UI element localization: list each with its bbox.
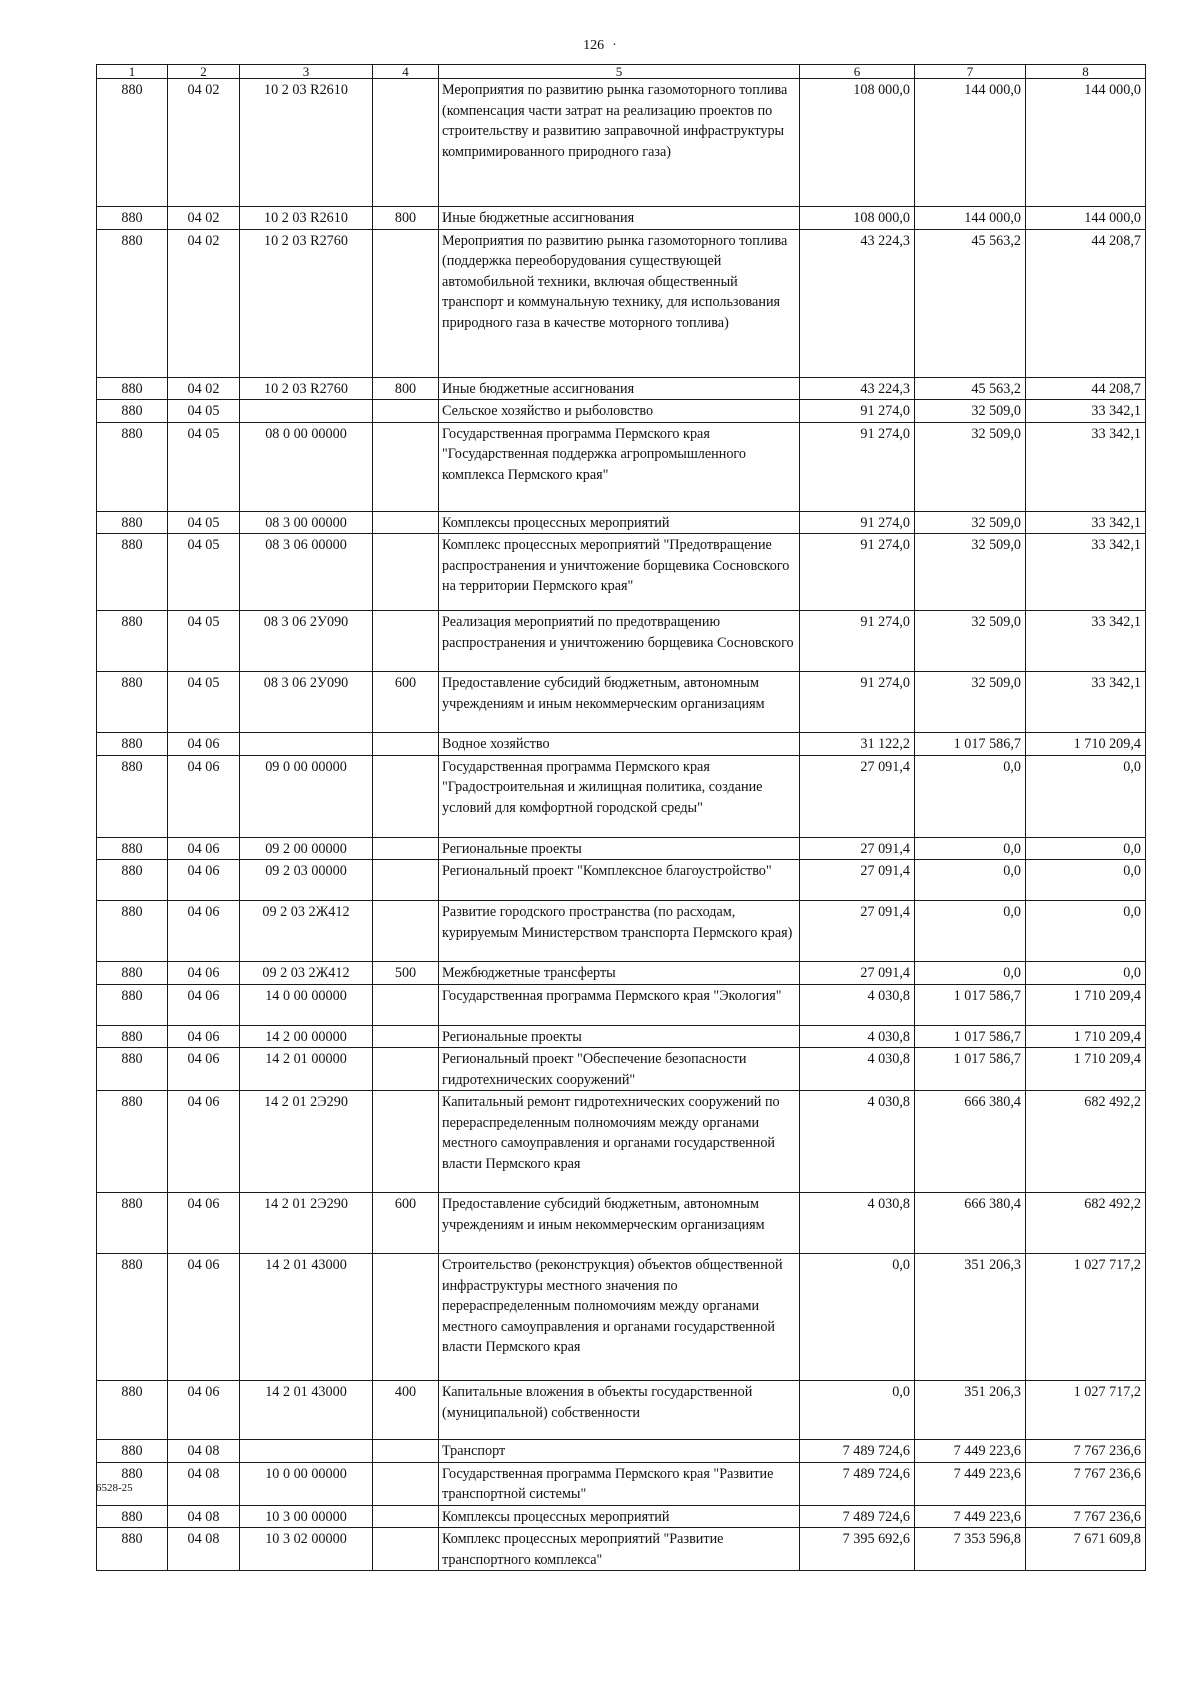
cell-c3: 09 2 03 2Ж412	[240, 901, 373, 962]
cell-c2: 04 06	[168, 1193, 240, 1254]
cell-v8: 1 027 717,2	[1026, 1254, 1146, 1381]
cell-v7: 0,0	[915, 901, 1026, 962]
table-row	[97, 511, 1146, 534]
cell-v8: 144 000,0	[1026, 79, 1146, 207]
cell-desc: Комплекс процессных мероприятий "Предотвращение распространения и уничтожение борщевика Сосновского на территории Пермского края"	[439, 534, 800, 611]
table-row	[97, 1462, 1146, 1505]
cell-desc: Государственная программа Пермского края "Государственная поддержка агропромышленного комплекса Пермского края"	[439, 422, 800, 511]
cell-desc: Государственная программа Пермского края "Градостроительная и жилищная политика, создание условий для комфортной городской среды"	[439, 755, 800, 837]
cell-desc: Комплекс процессных мероприятий "Развитие транспортного комплекса"	[439, 1528, 800, 1571]
cell-c4	[373, 984, 439, 1025]
cell-desc: Государственная программа Пермского края "Экология"	[439, 984, 800, 1025]
cell-desc: Региональный проект "Обеспечение безопасности гидротехнических сооружений"	[439, 1048, 800, 1091]
table-row	[97, 229, 1146, 377]
cell-c3: 10 3 02 00000	[240, 1528, 373, 1571]
table-row	[97, 79, 1146, 207]
cell-v6: 31 122,2	[800, 733, 915, 756]
cell-c1: 880	[97, 400, 168, 423]
cell-v8: 0,0	[1026, 901, 1146, 962]
cell-c1: 880	[97, 1193, 168, 1254]
cell-c3: 10 2 03 R2610	[240, 207, 373, 230]
cell-v8: 0,0	[1026, 837, 1146, 860]
cell-c2: 04 06	[168, 755, 240, 837]
cell-v8: 7 767 236,6	[1026, 1505, 1146, 1528]
cell-v7: 32 509,0	[915, 672, 1026, 733]
table-row	[97, 611, 1146, 672]
cell-desc: Мероприятия по развитию рынка газомоторного топлива (компенсация части затрат на реализацию проектов по строительству и развитию заправочной инфраструктуры компримированного природного газа)	[439, 79, 800, 207]
cell-v7: 45 563,2	[915, 229, 1026, 377]
cell-c4	[373, 534, 439, 611]
cell-v6: 27 091,4	[800, 962, 915, 985]
document-code: 6528-25	[96, 1482, 133, 1494]
cell-v8: 33 342,1	[1026, 611, 1146, 672]
cell-c2: 04 06	[168, 962, 240, 985]
cell-c3	[240, 733, 373, 756]
header-row	[97, 65, 1146, 79]
cell-c4: 800	[373, 207, 439, 230]
cell-c4	[373, 1440, 439, 1463]
cell-c1: 880	[97, 1025, 168, 1048]
cell-c3	[240, 400, 373, 423]
cell-c2: 04 02	[168, 229, 240, 377]
cell-c4	[373, 422, 439, 511]
cell-c3: 08 3 06 2У090	[240, 611, 373, 672]
cell-c4	[373, 1462, 439, 1505]
cell-v6: 7 489 724,6	[800, 1440, 915, 1463]
cell-v6: 108 000,0	[800, 207, 915, 230]
cell-v6: 91 274,0	[800, 672, 915, 733]
cell-c2: 04 08	[168, 1528, 240, 1571]
cell-c3: 14 2 01 43000	[240, 1381, 373, 1440]
cell-c2: 04 08	[168, 1462, 240, 1505]
cell-v7: 7 449 223,6	[915, 1440, 1026, 1463]
page-number-value: 126	[583, 38, 605, 53]
cell-c4: 800	[373, 377, 439, 400]
cell-c1: 880	[97, 733, 168, 756]
cell-c3: 10 3 00 00000	[240, 1505, 373, 1528]
cell-c1: 880	[97, 79, 168, 207]
cell-c4	[373, 901, 439, 962]
cell-desc: Реализация мероприятий по предотвращению распространения и уничтожению борщевика Сосновского	[439, 611, 800, 672]
header-col-8: 8	[1026, 65, 1146, 79]
cell-c3: 14 2 01 00000	[240, 1048, 373, 1091]
cell-c4	[373, 1528, 439, 1571]
cell-c3	[240, 1440, 373, 1463]
cell-v6: 43 224,3	[800, 377, 915, 400]
cell-c4: 400	[373, 1381, 439, 1440]
cell-c1: 880	[97, 837, 168, 860]
cell-v6: 7 489 724,6	[800, 1505, 915, 1528]
cell-c4	[373, 1048, 439, 1091]
cell-c1: 880	[97, 229, 168, 377]
cell-v8: 7 671 609,8	[1026, 1528, 1146, 1571]
cell-v8: 33 342,1	[1026, 511, 1146, 534]
cell-c1: 880	[97, 860, 168, 901]
cell-c1: 880	[97, 1528, 168, 1571]
budget-table	[96, 64, 1146, 1571]
cell-desc: Комплексы процессных мероприятий	[439, 511, 800, 534]
cell-v8: 33 342,1	[1026, 400, 1146, 423]
cell-v6: 7 489 724,6	[800, 1462, 915, 1505]
cell-v6: 0,0	[800, 1381, 915, 1440]
table-row	[97, 422, 1146, 511]
header-col-3: 3	[240, 65, 373, 79]
cell-v7: 32 509,0	[915, 611, 1026, 672]
cell-c1: 880	[97, 1381, 168, 1440]
cell-c4	[373, 1505, 439, 1528]
cell-c4	[373, 1091, 439, 1193]
table-row	[97, 1528, 1146, 1571]
cell-v6: 4 030,8	[800, 1048, 915, 1091]
cell-v7: 1 017 586,7	[915, 984, 1026, 1025]
table-row	[97, 733, 1146, 756]
cell-v7: 0,0	[915, 962, 1026, 985]
cell-v8: 1 710 209,4	[1026, 1048, 1146, 1091]
cell-c3: 08 0 00 00000	[240, 422, 373, 511]
cell-c1: 880	[97, 207, 168, 230]
cell-c1: 880	[97, 1091, 168, 1193]
cell-c1: 880	[97, 377, 168, 400]
cell-v8: 33 342,1	[1026, 422, 1146, 511]
header-col-6: 6	[800, 65, 915, 79]
cell-desc: Межбюджетные трансферты	[439, 962, 800, 985]
header-col-7: 7	[915, 65, 1026, 79]
cell-v6: 91 274,0	[800, 400, 915, 423]
table-row	[97, 207, 1146, 230]
table-row	[97, 534, 1146, 611]
table-body	[97, 79, 1146, 1571]
cell-c3: 09 2 00 00000	[240, 837, 373, 860]
cell-c2: 04 05	[168, 611, 240, 672]
cell-v8: 682 492,2	[1026, 1091, 1146, 1193]
cell-v6: 7 395 692,6	[800, 1528, 915, 1571]
cell-v7: 144 000,0	[915, 207, 1026, 230]
cell-v7: 351 206,3	[915, 1254, 1026, 1381]
table-row	[97, 837, 1146, 860]
cell-v6: 4 030,8	[800, 1025, 915, 1048]
cell-c2: 04 06	[168, 901, 240, 962]
cell-v6: 27 091,4	[800, 901, 915, 962]
cell-c4	[373, 400, 439, 423]
cell-c2: 04 05	[168, 672, 240, 733]
cell-desc: Региональные проекты	[439, 837, 800, 860]
cell-c3: 14 2 00 00000	[240, 1025, 373, 1048]
cell-c2: 04 02	[168, 377, 240, 400]
cell-v8: 0,0	[1026, 860, 1146, 901]
cell-c2: 04 06	[168, 860, 240, 901]
cell-v8: 33 342,1	[1026, 534, 1146, 611]
cell-v7: 7 353 596,8	[915, 1528, 1026, 1571]
table-row	[97, 901, 1146, 962]
cell-desc: Предоставление субсидий бюджетным, автономным учреждениям и иным некоммерческим организациям	[439, 1193, 800, 1254]
cell-c3: 14 0 00 00000	[240, 984, 373, 1025]
cell-c2: 04 05	[168, 422, 240, 511]
cell-desc: Развитие городского пространства (по расходам, курируемым Министерством транспорта Пермского края)	[439, 901, 800, 962]
cell-v7: 1 017 586,7	[915, 1048, 1026, 1091]
cell-desc: Водное хозяйство	[439, 733, 800, 756]
cell-desc: Государственная программа Пермского края "Развитие транспортной системы"	[439, 1462, 800, 1505]
cell-c2: 04 06	[168, 984, 240, 1025]
cell-c2: 04 06	[168, 1025, 240, 1048]
cell-c4	[373, 611, 439, 672]
cell-c2: 04 06	[168, 1254, 240, 1381]
cell-c4	[373, 229, 439, 377]
cell-v6: 91 274,0	[800, 611, 915, 672]
cell-c2: 04 06	[168, 1048, 240, 1091]
cell-v8: 44 208,7	[1026, 229, 1146, 377]
table-row	[97, 1254, 1146, 1381]
table-row	[97, 400, 1146, 423]
cell-c2: 04 06	[168, 1091, 240, 1193]
cell-desc: Иные бюджетные ассигнования	[439, 377, 800, 400]
cell-v8: 44 208,7	[1026, 377, 1146, 400]
cell-c3: 14 2 01 43000	[240, 1254, 373, 1381]
cell-v6: 4 030,8	[800, 1193, 915, 1254]
cell-c1: 880	[97, 1048, 168, 1091]
cell-c4	[373, 860, 439, 901]
cell-v7: 1 017 586,7	[915, 733, 1026, 756]
cell-desc: Комплексы процессных мероприятий	[439, 1505, 800, 1528]
cell-c1: 880	[97, 984, 168, 1025]
cell-c2: 04 08	[168, 1440, 240, 1463]
cell-v8: 0,0	[1026, 962, 1146, 985]
cell-desc: Строительство (реконструкция) объектов общественной инфраструктуры местного значения по перераспределенным полномочиям между органами местного самоуправления и органами государственной власти Пермского края	[439, 1254, 800, 1381]
cell-c3: 09 2 03 2Ж412	[240, 962, 373, 985]
header-col-5: 5	[439, 65, 800, 79]
page-number	[0, 38, 1200, 54]
cell-c3: 08 3 00 00000	[240, 511, 373, 534]
cell-v8: 1 710 209,4	[1026, 733, 1146, 756]
cell-desc: Региональные проекты	[439, 1025, 800, 1048]
cell-c1: 880	[97, 1462, 168, 1505]
cell-c4: 600	[373, 672, 439, 733]
cell-c3: 10 2 03 R2760	[240, 377, 373, 400]
cell-c2: 04 05	[168, 511, 240, 534]
table-row	[97, 962, 1146, 985]
cell-v6: 27 091,4	[800, 860, 915, 901]
cell-v8: 1 710 209,4	[1026, 1025, 1146, 1048]
cell-v6: 27 091,4	[800, 755, 915, 837]
cell-c4: 500	[373, 962, 439, 985]
cell-desc: Сельское хозяйство и рыболовство	[439, 400, 800, 423]
cell-v6: 4 030,8	[800, 1091, 915, 1193]
table-row	[97, 860, 1146, 901]
cell-c4	[373, 755, 439, 837]
cell-c1: 880	[97, 1254, 168, 1381]
cell-v6: 108 000,0	[800, 79, 915, 207]
page-number-mark: ·	[612, 38, 617, 53]
cell-v7: 0,0	[915, 755, 1026, 837]
cell-v7: 32 509,0	[915, 534, 1026, 611]
cell-v7: 351 206,3	[915, 1381, 1026, 1440]
cell-v7: 666 380,4	[915, 1091, 1026, 1193]
cell-c3: 10 2 03 R2610	[240, 79, 373, 207]
cell-c1: 880	[97, 422, 168, 511]
cell-v7: 32 509,0	[915, 422, 1026, 511]
cell-c4	[373, 79, 439, 207]
cell-c3: 09 0 00 00000	[240, 755, 373, 837]
table-row	[97, 1505, 1146, 1528]
cell-v7: 0,0	[915, 860, 1026, 901]
cell-v8: 7 767 236,6	[1026, 1462, 1146, 1505]
table-row	[97, 755, 1146, 837]
cell-c3: 08 3 06 2У090	[240, 672, 373, 733]
cell-c2: 04 02	[168, 79, 240, 207]
cell-c3: 09 2 03 00000	[240, 860, 373, 901]
cell-v8: 144 000,0	[1026, 207, 1146, 230]
cell-v7: 1 017 586,7	[915, 1025, 1026, 1048]
cell-v8: 1 710 209,4	[1026, 984, 1146, 1025]
cell-v8: 33 342,1	[1026, 672, 1146, 733]
cell-c1: 880	[97, 1505, 168, 1528]
cell-c3: 08 3 06 00000	[240, 534, 373, 611]
cell-v6: 91 274,0	[800, 422, 915, 511]
cell-c1: 880	[97, 511, 168, 534]
cell-c1: 880	[97, 534, 168, 611]
cell-c2: 04 05	[168, 400, 240, 423]
cell-v6: 4 030,8	[800, 984, 915, 1025]
table-row	[97, 1091, 1146, 1193]
table-row	[97, 984, 1146, 1025]
cell-c1: 880	[97, 1440, 168, 1463]
cell-desc: Мероприятия по развитию рынка газомоторного топлива (поддержка переоборудования существующей автомобильной техники, включая общественный транспорт и коммунальную технику, для использования природного газа в качестве моторного топлива)	[439, 229, 800, 377]
cell-v7: 45 563,2	[915, 377, 1026, 400]
cell-c3: 10 2 03 R2760	[240, 229, 373, 377]
cell-desc: Предоставление субсидий бюджетным, автономным учреждениям и иным некоммерческим организациям	[439, 672, 800, 733]
cell-v7: 666 380,4	[915, 1193, 1026, 1254]
table-row	[97, 377, 1146, 400]
cell-c4	[373, 511, 439, 534]
cell-v8: 7 767 236,6	[1026, 1440, 1146, 1463]
cell-c4	[373, 837, 439, 860]
header-col-4: 4	[373, 65, 439, 79]
cell-desc: Иные бюджетные ассигнования	[439, 207, 800, 230]
cell-c1: 880	[97, 672, 168, 733]
header-col-1: 1	[97, 65, 168, 79]
cell-c2: 04 06	[168, 733, 240, 756]
cell-c4	[373, 733, 439, 756]
cell-c2: 04 05	[168, 534, 240, 611]
cell-v6: 27 091,4	[800, 837, 915, 860]
cell-c3: 14 2 01 2Э290	[240, 1193, 373, 1254]
header-col-2: 2	[168, 65, 240, 79]
cell-desc: Региональный проект "Комплексное благоустройство"	[439, 860, 800, 901]
cell-v8: 0,0	[1026, 755, 1146, 837]
cell-v7: 144 000,0	[915, 79, 1026, 207]
cell-c1: 880	[97, 755, 168, 837]
cell-desc: Капитальный ремонт гидротехнических сооружений по перераспределенным полномочиям между органами местного самоуправления и органами государственной власти Пермского края	[439, 1091, 800, 1193]
cell-v7: 32 509,0	[915, 511, 1026, 534]
cell-c3: 10 0 00 00000	[240, 1462, 373, 1505]
cell-c2: 04 02	[168, 207, 240, 230]
cell-v6: 43 224,3	[800, 229, 915, 377]
cell-c2: 04 06	[168, 837, 240, 860]
cell-c2: 04 06	[168, 1381, 240, 1440]
cell-v7: 0,0	[915, 837, 1026, 860]
cell-v6: 0,0	[800, 1254, 915, 1381]
cell-c4	[373, 1025, 439, 1048]
cell-v8: 1 027 717,2	[1026, 1381, 1146, 1440]
cell-desc: Транспорт	[439, 1440, 800, 1463]
cell-v8: 682 492,2	[1026, 1193, 1146, 1254]
cell-v7: 32 509,0	[915, 400, 1026, 423]
table-row	[97, 1025, 1146, 1048]
cell-c4: 600	[373, 1193, 439, 1254]
table-row	[97, 1381, 1146, 1440]
table-row	[97, 1193, 1146, 1254]
cell-c2: 04 08	[168, 1505, 240, 1528]
cell-v7: 7 449 223,6	[915, 1505, 1026, 1528]
table-row	[97, 672, 1146, 733]
table-row	[97, 1440, 1146, 1463]
cell-c1: 880	[97, 901, 168, 962]
cell-desc: Капитальные вложения в объекты государственной (муниципальной) собственности	[439, 1381, 800, 1440]
cell-c3: 14 2 01 2Э290	[240, 1091, 373, 1193]
table-row	[97, 1048, 1146, 1091]
cell-c1: 880	[97, 611, 168, 672]
cell-c1: 880	[97, 962, 168, 985]
cell-v7: 7 449 223,6	[915, 1462, 1026, 1505]
cell-c4	[373, 1254, 439, 1381]
cell-v6: 91 274,0	[800, 534, 915, 611]
cell-v6: 91 274,0	[800, 511, 915, 534]
